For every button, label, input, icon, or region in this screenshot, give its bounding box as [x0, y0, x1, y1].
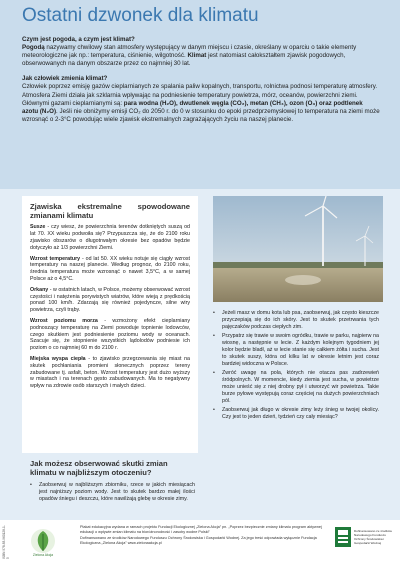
- wind-turbine-field-photo: [213, 196, 383, 302]
- extreme-phenomena-section: [30, 202, 190, 394]
- extreme-phenomena-heading: Zjawiska ekstremalne spowodowane zmianami klimatu: [30, 202, 190, 221]
- list-item: • Zaobserwuj w najbliższym zbiorniku, rzece w jakich miesiącach jest najniższy poziom wody. Jest to skutek bardzo małej ilości opadów śniegu i deszczu, które nawilżają glebę w okresie zimy.: [30, 482, 195, 502]
- observation-list-continued: [213, 310, 379, 424]
- list-item: • Jeżeli masz w domu kota lub psa, zaobserwuj, jak często kieszcze przyczepiają się do ich skóry. Jest to skutek przetrwania tych pajęczaków podczas ciepłych zim.: [213, 310, 379, 330]
- human-impact-text: Człowiek poprzez emisję gazów cieplarnianych ze spalania paliw kopalnych, transportu, rolnictwa podnosi temperaturę atmosfery. Atmosfera Ziemi działa jak szklarnia wpływając na podniesienie temperatury powietrza, mórz, oceanów, powierzchni ziemi. Głównymi gazami cieplarnianymi są: para wodna (H₂O), dwutlenek węgla (CO₂), metan (CH₄), ozon (O₃) oraz podtlenek azotu (N₂O). Jeśli nie obniżymy emisji CO₂ do 2050 r. do 0 w stosunku do epoki przedprzemysłowej to temperatura na ziemi może wzrosnąć o 2-3°C powodując wiele zjawisk ekstremalnych zagrażających życiu na naszej planecie.: [22, 83, 380, 123]
- page-title: Ostatni dzwonek dla klimatu: [22, 5, 259, 26]
- observation-heading: Jak możesz obserwować skutki zmian klimatu w najbliższym otoczeniu?: [30, 459, 168, 478]
- question-human-impact: Jak człowiek zmienia klimat?: [22, 75, 108, 83]
- term-climate: Klimat: [187, 52, 207, 60]
- question-weather-climate: Czym jest pogoda, a czym jest klimat?: [22, 36, 135, 43]
- observation-section: [30, 459, 195, 503]
- intro-section: [22, 36, 380, 124]
- list-item: • Zaobserwuj jak długo w okresie zimy leży śnieg w twojej okolicy. Czy jest to jeden dzień, tydzień czy cały miesiąc?: [213, 407, 379, 421]
- phenomenon-gales: Orkany - w ostatnich latach, w Polsce, możemy obserwować wzrost częstości i natężenia porywistych wiatrów, które wieją z prędkością ponad 100 km/h. Zdarzają się również pojedyncze, silne wiry powietrza, czyli trąby.: [30, 286, 190, 314]
- nfosigw-logo-icon: [335, 527, 351, 547]
- photo-illustration: [213, 196, 383, 302]
- list-item: • Zwróć uwagę na pola, których nie otacza pas zadrzewień śródpolnych. W momencie, kiedy ziemia jest sucha, w powietrze może unieść się z niej drobny pył i utworzyć wir powietrza. Takie burze pyłowe występują coraz częściej na dużych powierzchniach pól.: [213, 370, 379, 404]
- zielona-akcja-logo-icon: [28, 526, 58, 556]
- phenomenon-sea-level: Wzrost poziomu morza - wzmożony efekt cieplarniany podnoszący temperaturę na Ziemi powoduje topnienie lodowców, czego skutkiem jest podniesienie poziomu wody w oceanach. Szacuje się, że stopnienie wszystkich lądolodów podniesie ich poziom o co najmniej 60 m do 2100 r.: [30, 317, 190, 352]
- weather-climate-definition: Pogodą nazywamy chwilowy stan atmosfery występujący w danym miejscu i czasie, określany w oparciu o takie elementy meteorologiczne jak np.: temperatura, ciśnienie, wilgotność. Klimat jest natomiast całokształtem zjawisk pogodowych, obserwowanych na danym obszarze przez co najmniej 30 lat.: [22, 44, 357, 68]
- phenomenon-urban-heat: Miejska wyspa ciepła - to zjawisko przegrzewania się miast na skutek pochłaniania promieni słonecznych poprzez tereny zabudowane tj. asfalt, beton. Wzrost temperatury jest dużo wyższy w miastach i na terenach gęsto zabudowanych. Ma to negatywny wpływ na zdrowie osób starszych i małych dzieci.: [30, 355, 191, 390]
- phenomenon-temperature: Wzrost temperatury - od lat 50. XX wieku notuje się ciągły wzrost temperatury na naszej planecie. Według prognoz, do 2100 roku, średnia temperatura może wzrosnąć o nawet 3,5°C, a w samej Polsce aż o 4,5°C.: [30, 255, 190, 282]
- footer-text: Plakat edukacyjna wydana w ramach projektu Fundacji Ekologicznej „Zielona Akcja” pn. „Poprzez bezpiecznie zmiany klimatu program aktywnej edukacji o wpływie zmian klimatu na bioróżnorodność i zasoby wodne Polski” Dofinansowano ze środków Narodowego Funduszu Ochrony Środowiska i Gospodarki Wodnej. Za jego treść odpowiada wyłącznie Fundacja Ekologiczna „Zielona Akcja” www.zielonaakcja.pl: [80, 525, 322, 546]
- term-weather: Pogodą: [22, 44, 45, 52]
- greenhouse-gases: para wodna (H₂O), dwutlenek węgla (CO₂), metan (CH₄), ozon (O₃) oraz podtlenek azotu (N₂O): [22, 99, 363, 115]
- left-logo-name: Zielona Akcja: [32, 553, 54, 557]
- list-item: • Przypatrz się trawie w swoim ogródku, trawie w parku, najpierw na wiosnę, a następnie w lecie. Z każdym kolejnym tygodniem jej kolor będzie bladł, aż w lecie stanie się całkiem żółta i sucha. Jest to skutek suszy, która od kilku lat w okresie letnim jest coraz bardziej widoczna w Polsce.: [213, 333, 379, 367]
- isbn: ISBN 978-83-960128-1-5: [2, 525, 10, 559]
- right-logo-name: Dofinansowano ze środków Narodowego Funduszu Ochrony Środowiska i Gospodarki Wodnej: [354, 529, 392, 545]
- phenomenon-drought: Susze - czy wiesz, że powierzchnia terenów dotkniętych suszą od lat 70. XX wieku podwoiła się? Przypuszcza się, że do 2100 roku zjawisko obszarów o długotrwałym okresie bez opadów będzie dotyczyło aż 1/3 powierzchni Ziemi.: [30, 224, 190, 251]
